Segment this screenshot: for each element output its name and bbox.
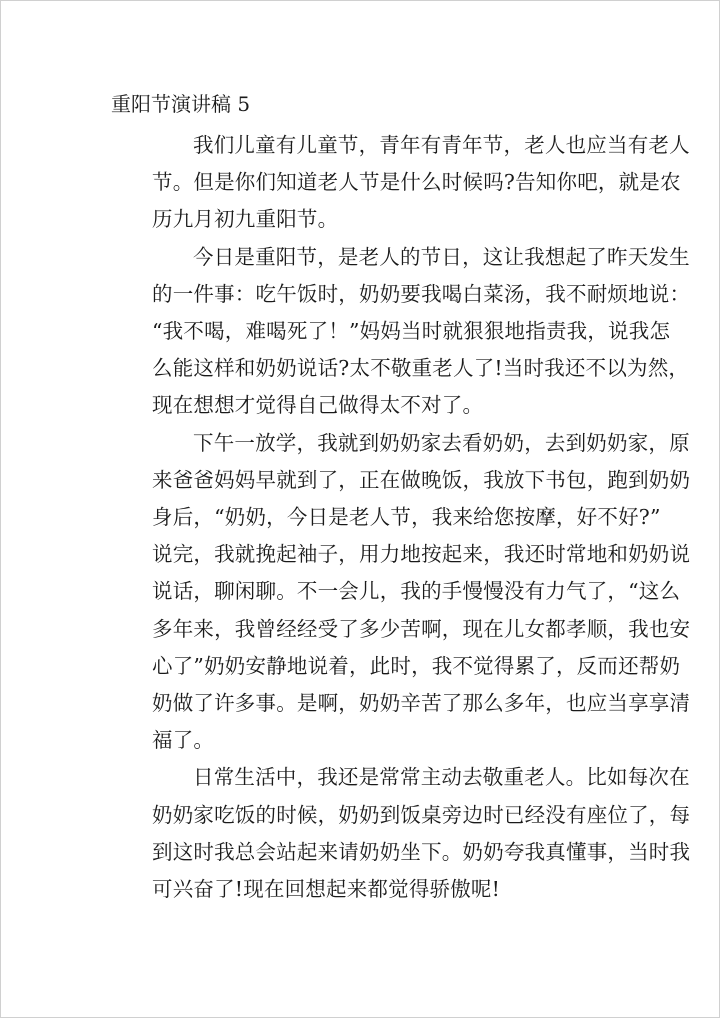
document-body <box>111 91 691 908</box>
document-title: 重阳节演讲稿 5 <box>111 92 251 116</box>
text-line: 到这时我总会站起来请奶奶坐下。奶奶夸我真懂事，当时我 <box>152 839 691 864</box>
text-line: 多年来，我曾经经受了多少苦啊，现在儿女都孝顺，我也安 <box>152 616 691 641</box>
text-line: 下午一放学，我就到奶奶家去看奶奶，去到奶奶家，原 <box>193 430 690 455</box>
text-line: 说完，我就挽起袖子，用力地按起来，我还时常地和奶奶说 <box>152 542 691 567</box>
paragraph-3 <box>111 425 691 760</box>
text-line: 奶做了许多事。是啊，奶奶辛苦了那么多年，也应当享享清 <box>152 691 691 716</box>
text-line: 奶奶家吃饭的时候，奶奶到饭桌旁边时已经没有座位了，每 <box>152 802 691 827</box>
paragraph-1 <box>111 127 690 239</box>
text-line: 来爸爸妈妈早就到了，正在做晚饭，我放下书包，跑到奶奶 <box>152 467 691 492</box>
text-line: 现在想想才觉得自己做得太不对了。 <box>152 393 484 418</box>
text-line: “我不喝，难喝死了！”妈妈当时就狠狠地指责我，说我怎 <box>152 319 671 344</box>
text-line: 么能这样和奶奶说话?太不敬重老人了!当时我还不以为然， <box>152 356 690 381</box>
text-line: 历九月初九重阳节。 <box>152 207 339 232</box>
text-line: 福了。 <box>152 728 215 753</box>
text-line: 身后，“奶奶，今日是老人节，我来给您按摩，好不好?” <box>152 505 661 530</box>
text-line: 节。但是你们知道老人节是什么时候吗?告知你吧，就是农 <box>152 170 681 195</box>
text-line: 日常生活中，我还是常常主动去敬重老人。比如每次在 <box>193 765 690 790</box>
text-line: 我们儿童有儿童节，青年有青年节，老人也应当有老人 <box>193 133 690 157</box>
text-line: 可兴奋了!现在回想起来都觉得骄傲呢! <box>152 877 501 902</box>
text-line: 今日是重阳节，是老人的节日，这让我想起了昨天发生 <box>193 244 690 269</box>
paragraph-4 <box>111 759 691 908</box>
paragraph-2 <box>111 239 691 425</box>
text-line: 说话，聊闲聊。不一会儿，我的手慢慢没有力气了，“这么 <box>152 579 681 604</box>
text-line: 心了”奶奶安静地说着，此时，我不觉得累了，反而还帮奶 <box>152 653 681 678</box>
text-line: 的一件事：吃午饭时，奶奶要我喝白菜汤，我不耐烦地说： <box>152 281 691 306</box>
